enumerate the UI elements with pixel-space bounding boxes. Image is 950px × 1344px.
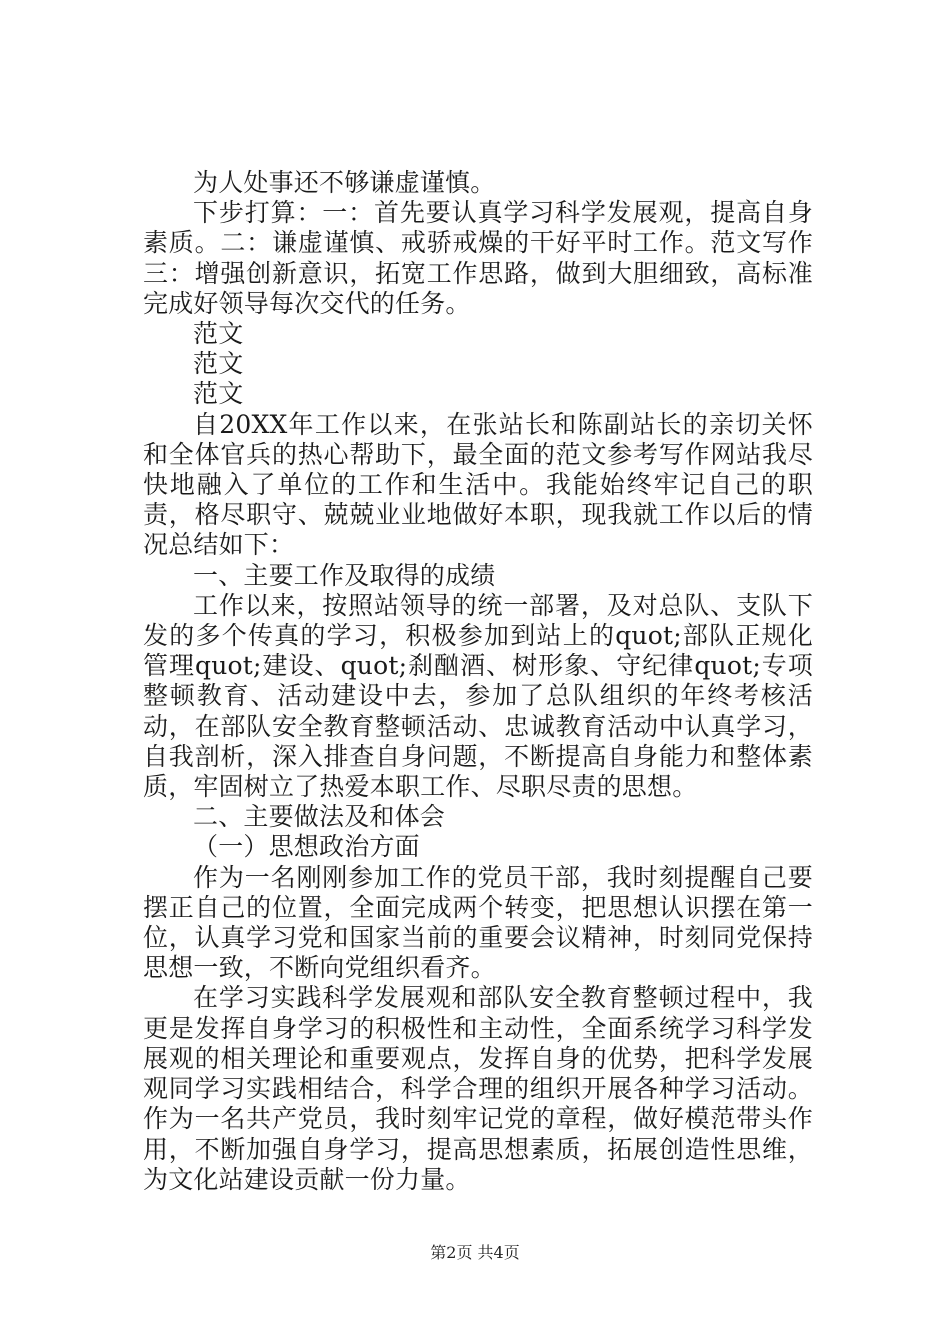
paragraph-3: 范文 [193,319,244,349]
document-body [143,168,813,1195]
paragraph-5: 范文 [193,379,244,409]
subsection-heading-1: （一）思想政治方面 [193,832,420,862]
page-footer [0,1243,950,1263]
paragraph-6: 自20XX年工作以来，在张站长和陈副站长的亲切关怀和全体官兵的热心帮助下，最全面的范文参考写作网站我尽快地融入了单位的工作和生活中。我能始终牢记自己的职责，格尽职守、兢兢业业地做好本职，现我就工作以后的情况总结如下： [143,409,813,560]
section-heading-2: 二、主要做法及和体会 [193,802,446,832]
paragraph-2: 下步打算：一：首先要认真学习科学发展观，提高自身素质。二：谦虚谨慎、戒骄戒燥的干好平时工作。范文写作三：增强创新意识，拓宽工作思路，做到大胆细致，高标准完成好领导每次交代的任务。 [143,198,813,318]
page-number-label: 第2页 共4页 [430,1243,520,1262]
paragraph-12: 在学习实践科学发展观和部队安全教育整顿过程中，我更是发挥自身学习的积极性和主动性，全面系统学习科学发展观的相关理论和重要观点，发挥自身的优势，把科学发展观同学习实践相结合，科学合理的组织开展各种学习活动。作为一名共产党员，我时刻牢记党的章程，做好模范带头作用，不断加强自身学习，提高思想素质，拓展创造性思维，为文化站建设贡献一份力量。 [143,983,813,1194]
paragraph-4: 范文 [193,349,244,379]
paragraph-1: 为人处事还不够谦虚谨慎。 [193,168,496,197]
paragraph-8: 工作以来，按照站领导的统一部署，及对总队、支队下发的多个传真的学习，积极参加到站上的quot;部队正规化管理quot;建设、quot;刹酗酒、树形象、守纪律quot;专项整顿教育、活动建设中去，参加了总队组织的年终考核活动，在部队安全教育整顿活动、忠诚教育活动中认真学习，自我剖析，深入排查自身问题，不断提高自身能力和整体素质，牢固树立了热爱本职工作、尽职尽责的思想。 [143,590,813,802]
paragraph-11: 作为一名刚刚参加工作的党员干部，我时刻提醒自己要摆正自己的位置，全面完成两个转变，把思想认识摆在第一位，认真学习党和国家当前的重要会议精神，时刻同党保持思想一致，不断向党组织看齐。 [143,862,813,983]
section-heading-1: 一、主要工作及取得的成绩 [193,560,496,590]
